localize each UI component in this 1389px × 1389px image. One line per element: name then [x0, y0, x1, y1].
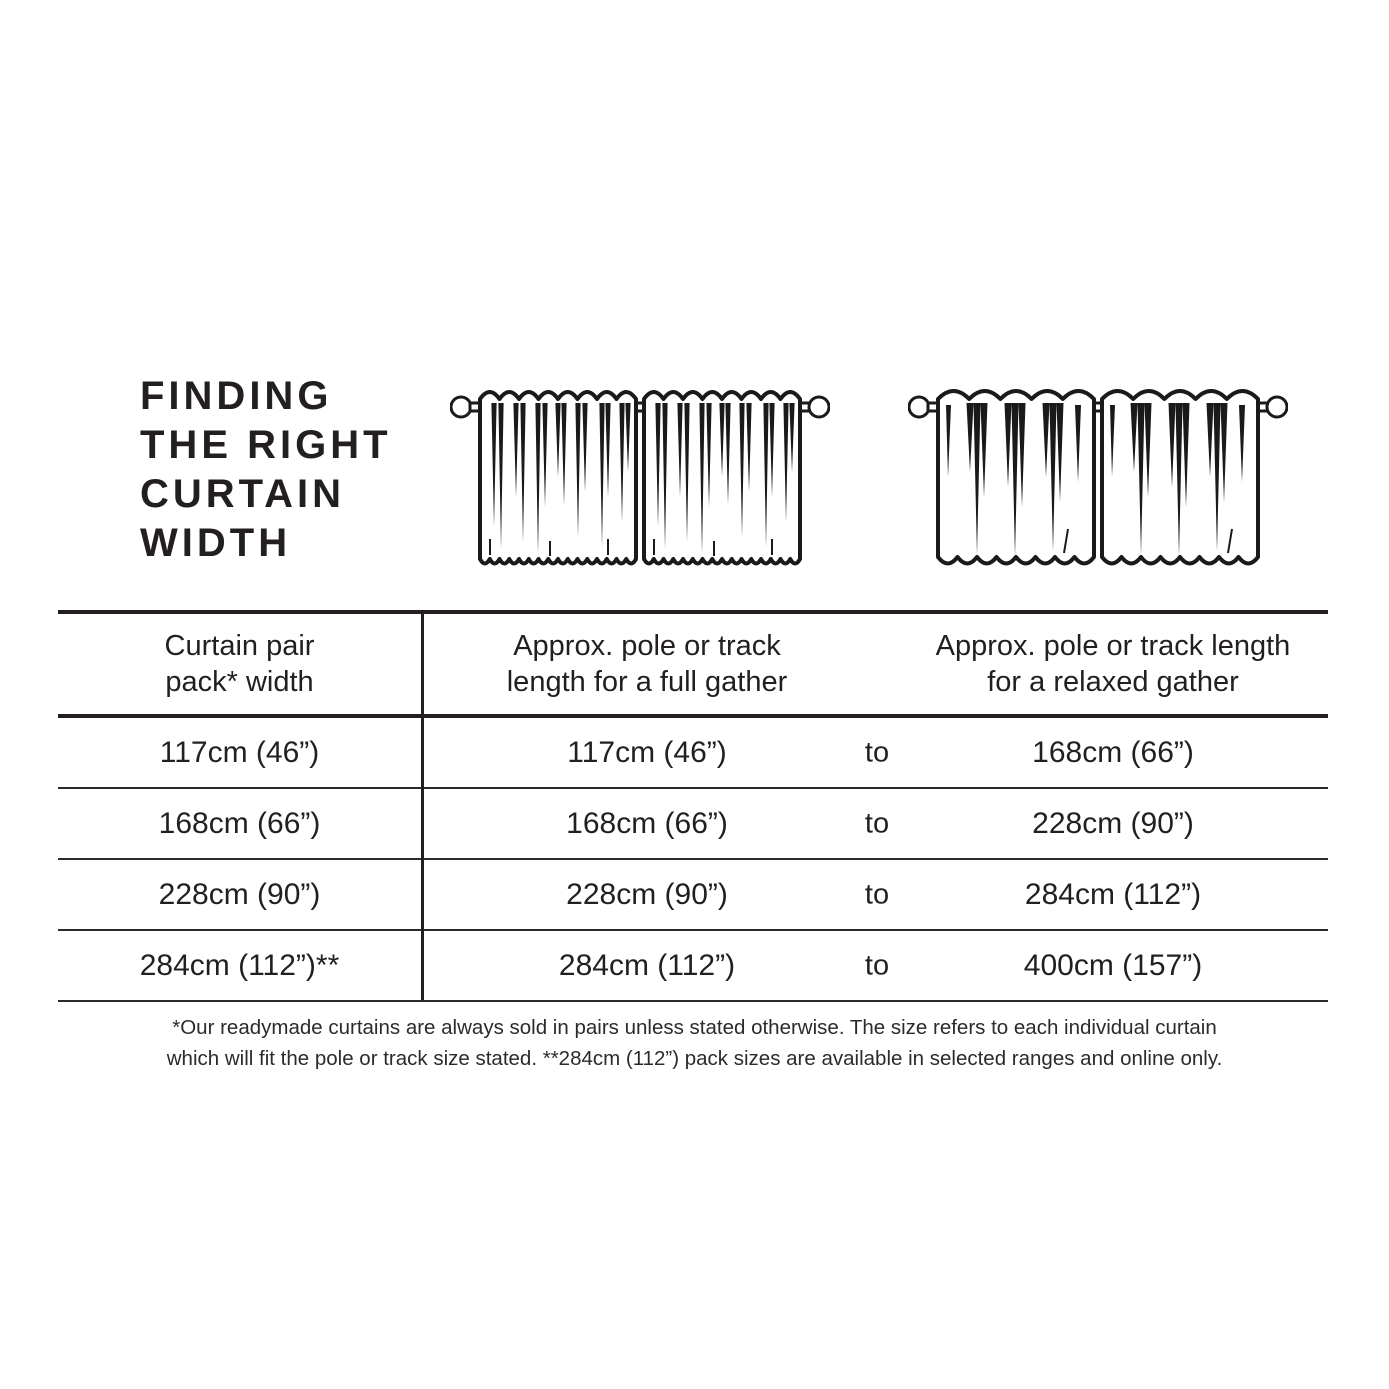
to-connector: to — [864, 736, 890, 768]
relaxed-gather-cell: 228cm (90”) — [1032, 806, 1194, 840]
header-relaxed-gather: Approx. pole or track length for a relaxed gather — [935, 630, 1291, 698]
page-title — [140, 372, 392, 568]
full-gather-cell: 117cm (46”) — [567, 735, 727, 769]
page-title-line: THE RIGHT — [140, 423, 392, 467]
table-row — [58, 787, 1328, 858]
pack-width-cell: 168cm (66”) — [158, 806, 321, 840]
relaxed-gather-cell: 284cm (112”) — [1024, 877, 1202, 911]
pack-width-cell: 117cm (46”) — [159, 735, 320, 769]
to-connector: to — [864, 878, 890, 910]
table-row — [58, 718, 1328, 787]
page-title-line: WIDTH — [140, 521, 292, 565]
footnote-line: *Our readymade curtains are always sold in pairs unless stated otherwise. The size refers to each individual curtain — [172, 1016, 1217, 1039]
curtain-pair-full-gather-illustration — [450, 377, 830, 573]
table-row — [58, 858, 1328, 929]
table-header-row — [58, 614, 1328, 718]
relaxed-gather-cell: 168cm (66”) — [1032, 735, 1194, 769]
pack-width-cell: 284cm (112”)** — [139, 948, 340, 982]
to-connector: to — [864, 807, 890, 839]
header-full-gather: Approx. pole or track length for a full gather — [506, 630, 788, 698]
table-row — [58, 929, 1328, 1000]
full-gather-cell: 228cm (90”) — [566, 877, 728, 911]
header-pack-width: Curtain pair pack* width — [164, 630, 315, 698]
full-gather-cell: 284cm (112”) — [558, 948, 736, 982]
pack-width-cell: 228cm (90”) — [158, 877, 321, 911]
curtain-pair-relaxed-gather-illustration — [908, 377, 1288, 573]
full-gather-cell: 168cm (66”) — [566, 806, 728, 840]
footnote — [115, 1012, 1275, 1074]
page-title-line: CURTAIN — [140, 472, 346, 516]
size-guide-table — [58, 610, 1328, 1002]
to-connector: to — [864, 949, 890, 981]
footnote-line: which will fit the pole or track size stated. **284cm (112”) pack sizes are available in selected ranges and online only. — [166, 1047, 1223, 1070]
page-title-line: FINDING — [140, 374, 333, 418]
relaxed-gather-cell: 400cm (157”) — [1023, 948, 1203, 982]
